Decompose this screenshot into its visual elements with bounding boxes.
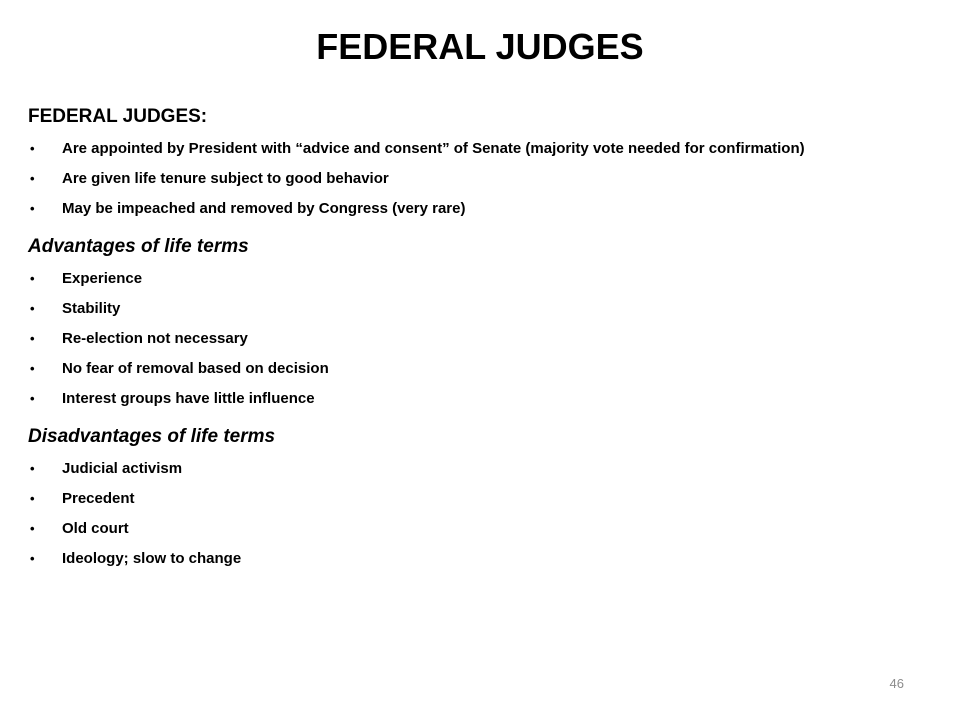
list-item [28, 268, 908, 290]
list-item [28, 548, 908, 570]
list-item-text: Are appointed by President with “advice and consent” of Senate (majority vote needed for confirmation) [62, 140, 805, 157]
bullet-icon: • [30, 301, 35, 316]
slide-title: FEDERAL JUDGES [316, 26, 644, 67]
bullet-icon: • [30, 271, 35, 286]
list-item-text: Ideology; slow to change [62, 550, 242, 567]
bullet-icon: • [30, 361, 35, 376]
list-item-text: Re-election not necessary [62, 330, 248, 347]
bullet-icon: • [30, 391, 35, 406]
page-number: 46 [889, 676, 904, 691]
bullet-icon: • [30, 201, 35, 216]
list-item [28, 138, 908, 160]
list-item [28, 358, 908, 380]
list-item [28, 298, 908, 320]
list-item-text: Stability [62, 300, 121, 317]
list-item-text: Interest groups have little influence [62, 390, 315, 407]
section-disadvantages [28, 424, 908, 570]
section-federal-judges [28, 104, 908, 220]
list-item-text: Judicial activism [62, 460, 183, 477]
bullet-list-advantages [28, 268, 908, 410]
bullet-icon: • [30, 461, 35, 476]
list-item-text: Experience [62, 270, 143, 287]
section-advantages [28, 234, 908, 410]
bullet-list-disadvantages [28, 458, 908, 570]
list-item [28, 328, 908, 350]
list-item [28, 488, 908, 510]
list-item [28, 198, 908, 220]
list-item [28, 518, 908, 540]
list-item-text: May be impeached and removed by Congress (very rare) [62, 200, 466, 217]
bullet-icon: • [30, 521, 35, 536]
section-heading-advantages: Advantages of life terms [28, 236, 249, 257]
bullet-icon: • [30, 171, 35, 186]
section-heading-disadvantages: Disadvantages of life terms [28, 426, 276, 447]
list-item [28, 388, 908, 410]
list-item [28, 458, 908, 480]
bullet-icon: • [30, 491, 35, 506]
bullet-icon: • [30, 141, 35, 156]
bullet-list-federal-judges [28, 138, 908, 220]
section-heading-federal-judges: FEDERAL JUDGES: [28, 106, 208, 127]
slide-content [28, 104, 908, 584]
list-item-text: Precedent [62, 490, 135, 507]
list-item-text: No fear of removal based on decision [62, 360, 329, 377]
list-item-text: Are given life tenure subject to good behavior [62, 170, 389, 187]
bullet-icon: • [30, 551, 35, 566]
bullet-icon: • [30, 331, 35, 346]
list-item [28, 168, 908, 190]
list-item-text: Old court [62, 520, 129, 537]
